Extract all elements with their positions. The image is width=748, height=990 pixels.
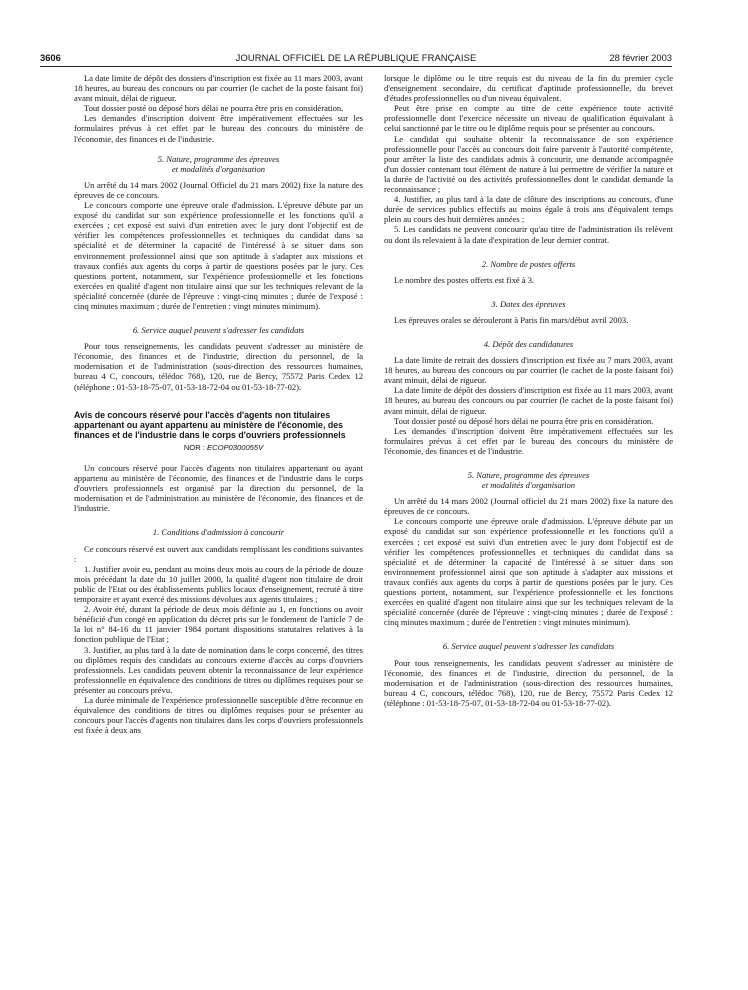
paragraph: 4. Justifier, au plus tard à la date de clôture des inscriptions au concours, d'une durée de services publics effectifs au moins égale à trois ans d'équivalent temps plein au cours des huit dernières années ; — [384, 194, 673, 225]
paragraph: La date limite de dépôt des dossiers d'inscription est fixée au 11 mars 2003, avant 18 heures, au bureau des concours ou par courrier (le cachet de la poste faisant foi) avant minuit, délai de rigueur. — [384, 385, 673, 416]
paragraph: 3. Justifier, au plus tard à la date de nomination dans le corps concerné, des titres ou diplômes requis des candidats au concours externe d'accès au corps d'ouvriers professionnels. Les candidats peuvent obtenir la reconnaissance de leur expérience professionnelle en équivalence des conditions de titres ou diplômes requises pour se présenter au concours prévu. — [74, 644, 363, 695]
journal-title: JOURNAL OFFICIEL DE LA RÉPUBLIQUE FRANÇAISE — [235, 52, 477, 63]
right-column — [384, 73, 673, 708]
paragraph: Peut être prise en compte au titre de cette expérience toute activité professionnelle dont l'exercice nécessite un niveau de qualification équivalant à celui sanctionné par le titre ou le diplôme requis pour se présenter au concours. — [384, 103, 673, 134]
paragraph: 5. Les candidats ne peuvent concourir qu'au titre de l'administration ils relèvent ou dont ils relevaient à la date d'expiration de leur dernier contrat. — [384, 224, 673, 245]
paragraph: La durée minimale de l'expérience professionnelle susceptible d'être reconnue en équivalence des conditions de titres ou diplômes requises pour se présenter au concours pour l'accès d'agents non titulaires dans les corps d'ouvriers professionnels est fixée à deux ans — [74, 694, 363, 736]
section-heading: 3. Dates des épreuves — [491, 298, 566, 309]
paragraph: Un arrêté du 14 mars 2002 (Journal Officiel du 21 mars 2002) fixe la nature des épreuves de ce concours. — [74, 179, 363, 200]
paragraph: Le candidat qui souhaite obtenir la reconnaissance de son expérience professionnelle pour l'accès au concours doit faire parvenir à l'autorité compétente, pour arrêter la liste des candidats admis à concourir, une demande accompagnée d'un dossier contenant tout élément de nature à lui permettre de vérifier la nature et la durée de l'activité ou des activités professionnelles dont le candidat demande la reconnaissance ; — [384, 133, 673, 195]
paragraph: 1. Justifier avoir eu, pendant au moins deux mois au cours de la période de douze mois précédant la date du 10 juillet 2000, la qualité d'agent non titulaire de droit public de l'Etat ou des établissements publics locaux d'enseignement, recruté à titre temporaire et ayant exercé des missions dévolues aux agents titulaires ; — [74, 563, 363, 605]
paragraph: Le nombre des postes offerts est fixé à 3. — [394, 274, 535, 285]
paragraph: Tout dossier posté ou déposé hors délai ne pourra être pris en considération. — [84, 103, 344, 114]
page-header — [40, 52, 672, 66]
paragraph: Un concours réservé pour l'accès d'agents non titulaires appartenant ou ayant appartenu au ministère de l'économie, des finances et de l'industrie dans le corps d'ouvriers professionnels est organisé par la direction du personnel, de la modernisation et de l'administration au ministère de l'économie, des finances et de l'industrie. — [74, 463, 363, 514]
section-heading: 1. Conditions d'admission à concourir — [152, 527, 285, 538]
header-rule — [40, 66, 672, 67]
paragraph: La date limite de retrait des dossiers d'inscription est fixée au 7 mars 2003, avant 18 heures, au bureau des concours ou par courrier (le cachet de la poste faisant foi) avant minuit, délai de rigueur. — [384, 355, 673, 386]
section-heading: et modalités d'organisation — [171, 163, 266, 174]
page-number: 3606 — [40, 52, 61, 63]
nor-code: ECOP0300055V — [207, 442, 264, 452]
paragraph: Pour tous renseignements, les candidats peuvent s'adresser au ministère de l'économie, des finances et de l'industrie, direction du personnel, de la modernisation et de l'administration (sous-direction des ressources humaines, bureau 4 C, concours, télédoc 768), 120, rue de Bercy, 75572 Paris Cedex 12 (téléphone : 01-53-18-75-07, 01-53-18-72-04 ou 01-53-18-77-02). — [384, 657, 673, 708]
section-heading: 6. Service auquel peuvent s'adresser les candidats — [442, 641, 615, 652]
section-heading: 4. Dépôt des candidatures — [483, 338, 574, 349]
paragraph: Le concours comporte une épreuve orale d'admission. L'épreuve débute par un exposé du candidat sur son expérience professionnelle et les fonctions qu'il a exercées ; cet exposé est suivi d'un entretien avec le jury dont l'objectif est de vérifier les compétences professionnelles et techniques du candidat dans sa spécialité et de déterminer la capacité de l'intéressé à se situer dans son environnement professionnel ainsi que son aptitude à s'adapter aux missions et travaux confiés aux agents du corps à partir de questions posées par le jury. Ces questions portent, notamment, sur l'expérience professionnelle et les fonctions exercées en qualité d'agent non titulaire ainsi que sur les techniques relevant de la spécialité concernée (durée de l'épreuve : vingt-cinq minutes ; durée de l'exposé : cinq minutes maximum ; durée de l'entretien : vingt minutes minimum). — [384, 516, 673, 628]
paragraph: La date limite de dépôt des dossiers d'inscription est fixée au 11 mars 2003, avant 18 heures, au bureau des concours ou par courrier (le cachet de la poste faisant foi) avant minuit, délai de rigueur. — [74, 73, 363, 104]
paragraph: 2. Avoir été, durant la période de deux mois définie au 1, en fonctions ou avoir bénéficié d'un congé en application du décret pris sur le fondement de l'article 7 de la loi n° 84-16 du 11 janvier 1984 portant dispositions statutaires relatives à la fonction publique de l'Etat ; — [74, 604, 363, 645]
paragraph: Tout dossier posté ou déposé hors délai ne pourra être pris en considération. — [394, 415, 654, 426]
section-heading: 2. Nombre de postes offerts — [481, 258, 576, 269]
paragraph: Le concours comporte une épreuve orale d'admission. L'épreuve débute par un exposé du candidat sur son expérience professionnelle et les fonctions qu'il a exercées ; cet exposé est suivi d'un entretien avec le jury dont l'objectif est de vérifier les compétences professionnelles et techniques du candidat dans sa spécialité et de déterminer la capacité de l'intéressé à se situer dans son environnement professionnel ainsi que son aptitude à s'adapter aux missions et travaux confiés aux agents du corps à partir de questions posées par le jury. Ces questions portent, notamment, sur l'expérience professionnelle et les fonctions exercées en qualité d'agent non titulaire ainsi que sur les techniques relevant de la spécialité concernée (durée de l'épreuve : vingt-cinq minutes ; durée de l'exposé : cinq minutes maximum ; durée de l'entretien : vingt minutes minimum). — [74, 200, 363, 311]
left-column — [74, 73, 363, 735]
nor-label: NOR : — [183, 442, 208, 452]
paragraph: Pour tous renseignements, les candidats peuvent s'adresser au ministère de l'économie, des finances et de l'industrie, direction du personnel, de la modernisation et de l'administration (sous-direction des ressources humaines, bureau 4 C, concours, télédoc 768), 120, rue de Bercy, 75572 Paris Cedex 12 (téléphone : 01-53-18-75-07, 01-53-18-72-04 ou 01-53-18-77-02). — [74, 341, 363, 392]
notice-title: Avis de concours réservé pour l'accès d'agents non titulaires appartenant ou ayant appartenu au ministère de l'économie, des finances et de l'industrie dans le corps d'ouvriers professionnels — [74, 409, 346, 440]
paragraph: Les demandes d'inscription doivent être impérativement effectuées sur les formulaires prévus à cet effet par le bureau des concours du ministère de l'économie, des finances et de l'industrie. — [384, 425, 673, 456]
section-heading: 5. Nature, programme des épreuves — [467, 470, 590, 480]
issue-date: 28 février 2003 — [609, 52, 672, 63]
section-heading: 6. Service auquel peuvent s'adresser les candidats — [132, 325, 305, 336]
nor-reference — [74, 443, 363, 453]
paragraph: Les épreuves orales se dérouleront à Paris fin mars/début avril 2003. — [394, 314, 629, 325]
section-heading: et modalités d'organisation — [481, 480, 576, 491]
paragraph: Un arrêté du 14 mars 2002 (Journal officiel du 21 mars 2002) fixe la nature des épreuves de ce concours. — [384, 496, 673, 517]
paragraph: Les demandes d'inscription doivent être impérativement effectuées sur les formulaires prévus à cet effet par le bureau des concours du ministère de l'économie, des finances et de l'industrie. — [74, 113, 363, 144]
paragraph: lorsque le diplôme ou le titre requis est du niveau de la fin du premier cycle d'enseignement secondaire, du certificat d'aptitude professionnelle, du brevet d'études professionnelles ou d'un niveau équivalent. — [384, 73, 673, 104]
section-heading: 5. Nature, programme des épreuves — [157, 153, 280, 164]
paragraph: Ce concours réservé est ouvert aux candidats remplissant les conditions suivantes : — [74, 543, 363, 564]
